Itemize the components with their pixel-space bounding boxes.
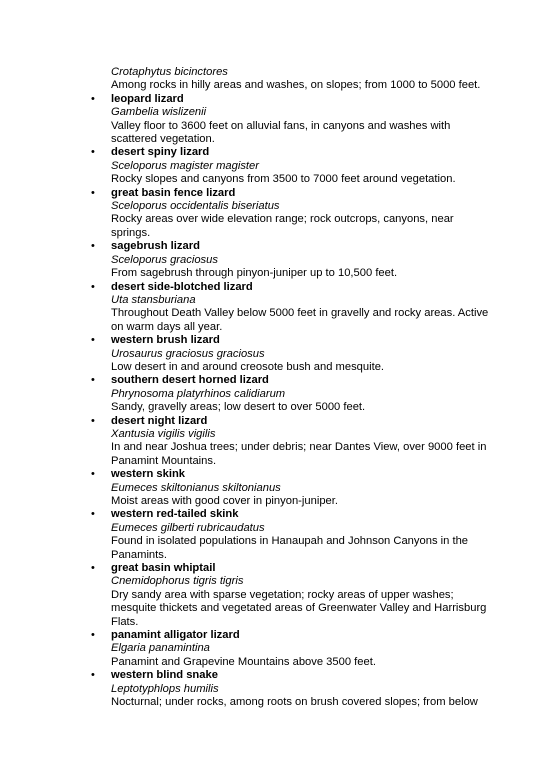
habitat-description: Dry sandy area with sparse vegetation; rocky areas of upper washes; mesquite thickets and vegetated areas of Greenwater Valley and Harrisburg Flats.	[111, 588, 487, 628]
scientific-name: Phrynosoma platyrhinos calidiarum	[111, 387, 286, 400]
species-entry	[91, 629, 491, 669]
bullet-icon: •	[91, 374, 95, 387]
common-name: western blind snake	[111, 669, 218, 682]
bullet-icon: •	[91, 240, 95, 253]
common-name: leopard lizard	[111, 92, 184, 105]
common-name: western skink	[111, 468, 185, 481]
habitat-description: Nocturnal; under rocks, among roots on brush covered slopes; from below	[111, 696, 478, 709]
scientific-name: Elgaria panamintina	[111, 642, 210, 655]
species-list	[91, 92, 491, 710]
habitat-description: Moist areas with good cover in pinyon-juniper.	[111, 495, 338, 507]
species-entry	[91, 240, 491, 280]
bullet-icon: •	[91, 468, 95, 481]
scientific-name: Leptotyphlops humilis	[111, 682, 219, 695]
species-entry	[91, 508, 491, 562]
scientific-name: Eumeces gilberti rubricaudatus	[111, 521, 265, 534]
common-name: sagebrush lizard	[111, 240, 200, 253]
bullet-icon: •	[91, 669, 95, 682]
habitat-description: Among rocks in hilly areas and washes, on slopes; from 1000 to 5000 feet.	[111, 79, 481, 92]
common-name: desert night lizard	[111, 414, 208, 427]
scientific-name: Urosaurus graciosus graciosus	[111, 347, 265, 360]
species-entry	[91, 414, 491, 469]
scientific-name: Cnemidophorus tigris tigris	[111, 575, 244, 588]
bullet-icon: •	[91, 414, 95, 427]
habitat-description: Rocky areas over wide elevation range; rock outcrops, canyons, near springs.	[111, 213, 454, 239]
species-content	[91, 66, 491, 710]
species-entry	[91, 186, 491, 241]
habitat-description: Sandy, gravelly areas; low desert to over 5000 feet.	[111, 401, 366, 414]
species-entry	[91, 669, 491, 709]
habitat-description: Valley floor to 3600 feet on alluvial fans, in canyons and washes with scattered vegetation.	[111, 119, 451, 146]
bullet-icon: •	[91, 186, 95, 199]
common-name: panamint alligator lizard	[111, 629, 240, 642]
common-name: desert spiny lizard	[111, 146, 210, 159]
common-name: western brush lizard	[111, 334, 220, 347]
scientific-name: Xantusia vigilis vigilis	[111, 427, 216, 440]
bullet-icon: •	[91, 146, 95, 159]
scientific-name: Sceloporus occidentalis biseriatus	[111, 200, 280, 213]
scientific-name: Crotaphytus bicinctores	[111, 66, 228, 78]
scientific-name: Gambelia wislizenii	[111, 106, 207, 119]
habitat-description: Rocky slopes and canyons from 3500 to 7000 feet around vegetation.	[111, 173, 456, 186]
common-name: desert side-blotched lizard	[111, 280, 253, 293]
common-name: western red-tailed skink	[111, 508, 239, 521]
bullet-icon: •	[91, 92, 95, 105]
scientific-name: Uta stansburiana	[111, 293, 196, 306]
common-name: great basin fence lizard	[111, 186, 236, 199]
bullet-icon: •	[91, 562, 95, 575]
habitat-description: Throughout Death Valley below 5000 feet in gravelly and rocky areas. Active on warm days all year.	[111, 307, 489, 333]
habitat-description: Panamint and Grapevine Mountains above 3500 feet.	[111, 655, 376, 668]
species-entry	[91, 334, 491, 374]
common-name: great basin whiptail	[111, 562, 216, 575]
bullet-icon: •	[91, 334, 95, 347]
scientific-name: Eumeces skiltonianus skiltonianus	[111, 481, 281, 494]
common-name: southern desert horned lizard	[111, 374, 269, 387]
habitat-description: Low desert in and around creosote bush and mesquite.	[111, 360, 385, 373]
species-entry	[91, 280, 491, 335]
bullet-icon: •	[91, 508, 95, 521]
scientific-name: Sceloporus magister magister	[111, 159, 259, 172]
bullet-icon: •	[91, 280, 95, 293]
species-entry	[91, 468, 491, 508]
species-entry	[91, 92, 491, 147]
scientific-name: Sceloporus graciosus	[111, 253, 218, 266]
habitat-description: In and near Joshua trees; under debris; near Dantes View, over 9000 feet in Panamint Mountains.	[111, 441, 487, 467]
bullet-icon: •	[91, 629, 95, 642]
species-entry	[91, 146, 491, 186]
continued-entry	[111, 66, 491, 93]
habitat-description: Found in isolated populations in Hanaupah and Johnson Canyons in the Panamints.	[111, 535, 469, 561]
habitat-description: From sagebrush through pinyon-juniper up to 10,500 feet.	[111, 267, 398, 280]
species-entry	[91, 562, 491, 629]
species-entry	[91, 374, 491, 414]
